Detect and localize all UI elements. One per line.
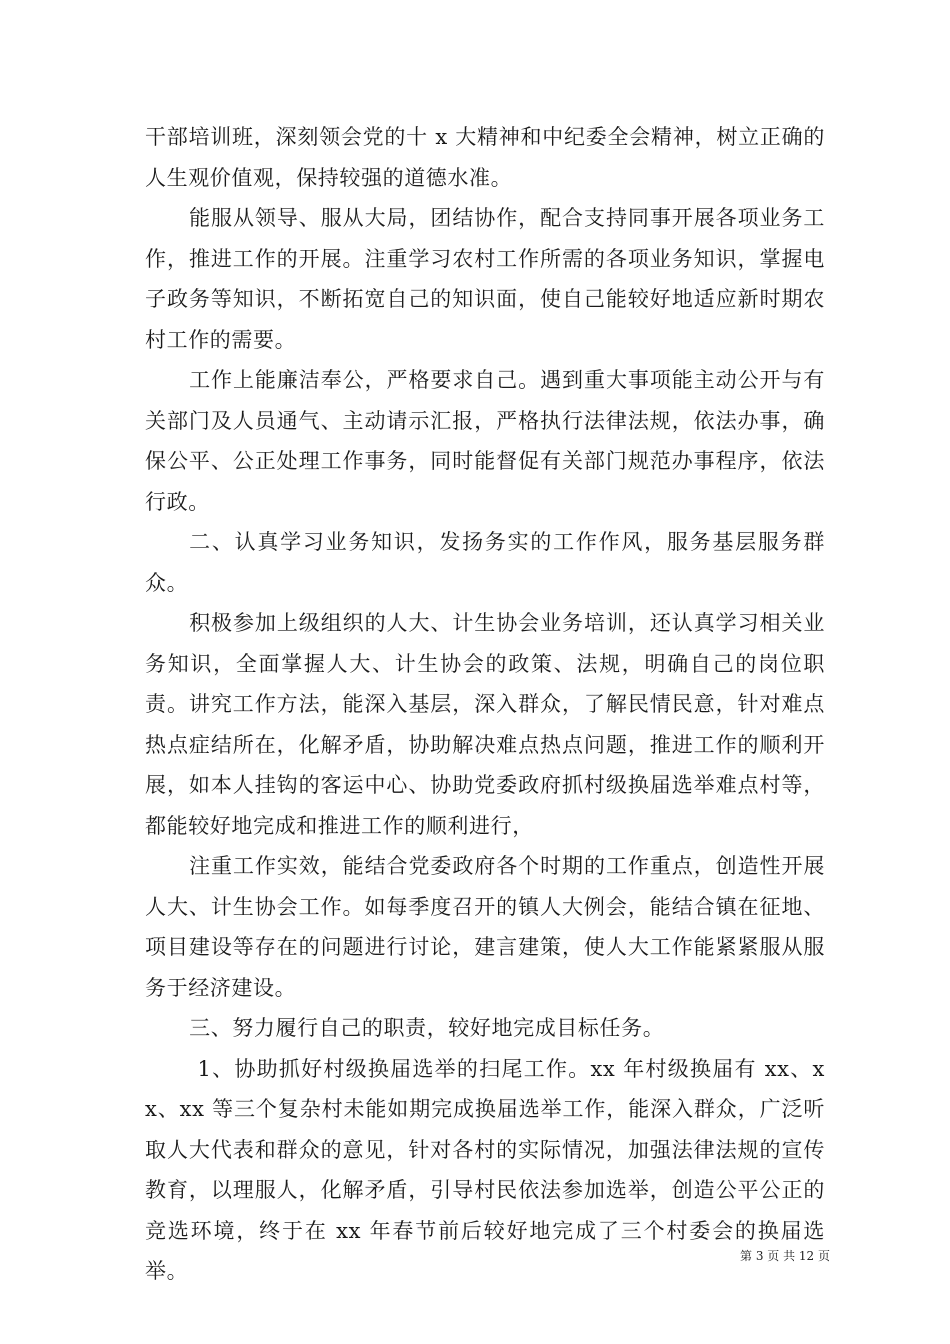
paragraph-3: 工作上能廉洁奉公，严格要求自己。遇到重大事项能主动公开与有关部门及人员通气、主动请示汇报，严格执行法律法规，依法办事，确保公平、公正处理工作事务，同时能督促有关部门规范办事程序，依法行政。 <box>145 368 825 514</box>
paragraph-1: 干部培训班，深刻领会党的十 x 大精神和中纪委全会精神，树立正确的人生观价值观，保持较强的道德水准。 <box>145 125 825 190</box>
document-body <box>145 117 825 1292</box>
page-number: 第 3 页 共 12 页 <box>740 1249 830 1263</box>
section-heading-3: 三、努力履行自己的职责，较好地完成目标任务。 <box>189 1016 665 1040</box>
paragraph-2: 能服从领导、服从大局，团结协作，配合支持同事开展各项业务工作，推进工作的开展。注重学习农村工作所需的各项业务知识，掌握电子政务等知识，不断拓宽自己的知识面，使自己能较好地适应新时期农村工作的需要。 <box>145 206 825 352</box>
section-heading-2: 二、认真学习业务知识，发扬务实的工作作风，服务基层服务群众。 <box>145 530 825 595</box>
paragraph-6: 注重工作实效，能结合党委政府各个时期的工作重点，创造性开展人大、计生协会工作。如每季度召开的镇人大例会，能结合镇在征地、项目建设等存在的问题进行讨论，建言建策，使人大工作能紧紧服从服务于经济建设。 <box>145 854 825 1000</box>
paragraph-8: 1、协助抓好村级换届选举的扫尾工作。xx 年村级换届有 xx、xx、xx 等三个复杂村未能如期完成换届选举工作，能深入群众，广泛听取人大代表和群众的意见，针对各村的实际情况，加强法律法规的宣传教育，以理服人，化解矛盾，引导村民依法参加选举，创造公平公正的竞选环境，终于在 xx 年春节前后较好地完成了三个村委会的换届选举。 <box>145 1056 825 1283</box>
paragraph-5: 积极参加上级组织的人大、计生协会业务培训，还认真学习相关业务知识，全面掌握人大、计生协会的政策、法规，明确自己的岗位职责。讲究工作方法，能深入基层，深入群众，了解民情民意，针对难点热点症结所在，化解矛盾，协助解决难点热点问题，推进工作的顺利开展，如本人挂钩的客运中心、协助党委政府抓村级换届选举难点村等，都能较好地完成和推进工作的顺利进行， <box>145 611 825 838</box>
